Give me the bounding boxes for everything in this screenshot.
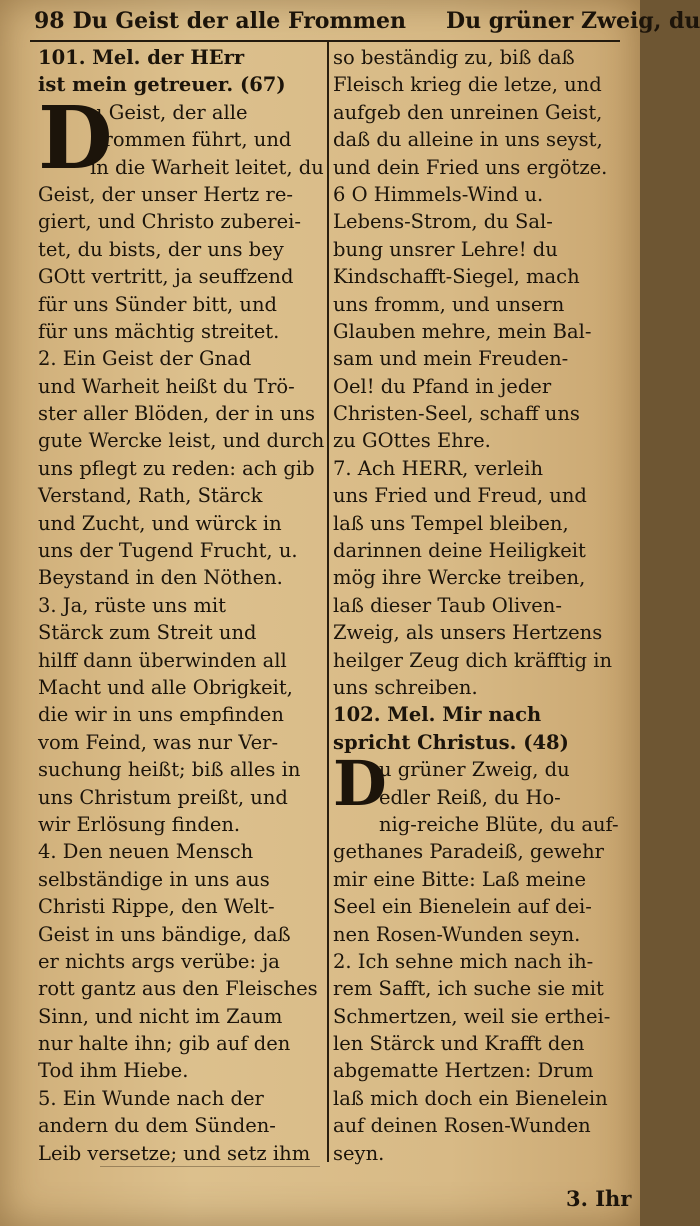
text-line: gute Wercke leist, und durch xyxy=(38,429,325,453)
text-line: rem Safft, ich suche sie mit xyxy=(333,977,604,1001)
text-line: laß uns Tempel bleiben, xyxy=(333,511,569,535)
text-line: heilger Zeug dich kräfftig in xyxy=(333,648,613,672)
running-title-right: Du grüner Zweig, du xyxy=(446,8,700,34)
text-line: er nichts args verübe: ja xyxy=(38,949,280,973)
text-line: Schmertzen, weil sie erthei- xyxy=(333,1004,611,1028)
right-column xyxy=(333,44,617,1167)
text-line: len Stärck und Krafft den xyxy=(333,1032,585,1056)
text-line: wir Erlösung finden. xyxy=(38,812,241,836)
text-line: nig-reiche Blüte, du auf- xyxy=(379,812,619,836)
text-line: laß dieser Taub Oliven- xyxy=(333,593,562,617)
hymn-101-opening xyxy=(38,87,324,189)
text-line: Sinn, und nicht im Zaum xyxy=(38,1004,283,1028)
text-line: giert, und Christo zuberei- xyxy=(38,210,301,234)
text-line: andern du dem Sünden- xyxy=(38,1114,276,1138)
text-line: uns schreiben. xyxy=(333,675,478,699)
text-line: u grüner Zweig, du xyxy=(379,758,570,782)
text-line: zu GOttes Ehre. xyxy=(333,429,491,453)
text-line: gethanes Paradeiß, gewehr xyxy=(333,840,604,864)
text-line: aufgeb den unreinen Geist, xyxy=(333,100,603,124)
text-line: abgematte Hertzen: Drum xyxy=(333,1059,594,1083)
text-line: Stärck zum Streit und xyxy=(38,621,257,645)
text-line: Macht und alle Obrigkeit, xyxy=(38,675,293,699)
catchword: 3. Ihr xyxy=(566,1186,632,1211)
text-line: daß du alleine in uns seyst, xyxy=(333,128,603,152)
text-line: ster aller Blöden, der in uns xyxy=(38,402,316,426)
hymn-101-heading-line-2: ist mein getreuer. (67) xyxy=(38,73,286,97)
text-line: Oel! du Pfand in jeder xyxy=(333,374,552,398)
text-line: für uns mächtig streitet. xyxy=(38,319,280,343)
text-line: Tod ihm Hiebe. xyxy=(38,1059,189,1083)
text-line: u Geist, der alle xyxy=(90,100,248,124)
text-line: 6 O Himmels-Wind u. xyxy=(333,182,544,206)
text-line: Geist in uns bändige, daß xyxy=(38,922,291,946)
text-line: darinnen deine Heiligkeit xyxy=(333,539,586,563)
text-line: Leib versetze; und setz ihm xyxy=(38,1141,311,1165)
text-line: Kindschafft-Siegel, mach xyxy=(333,265,580,289)
text-line: mir eine Bitte: Laß meine xyxy=(333,867,587,891)
dropcap-letter: D xyxy=(38,87,113,189)
text-line: in die Warheit leitet, du xyxy=(90,155,324,179)
text-line: selbständige in uns aus xyxy=(38,867,270,891)
text-line: uns fromm, und unsern xyxy=(333,292,565,316)
text-line: Fleisch krieg die letze, und xyxy=(333,73,602,97)
text-line: tet, du bists, der uns bey xyxy=(38,237,284,261)
dropcap-letter: D xyxy=(333,747,387,821)
text-line: und Warheit heißt du Trö- xyxy=(38,374,295,398)
text-line: die wir in uns empfinden xyxy=(38,703,284,727)
page-number: 98 xyxy=(34,8,65,34)
text-line: rott gantz aus den Fleisches xyxy=(38,977,318,1001)
text-line: Geist, der unser Hertz re- xyxy=(38,182,293,206)
text-line: 7. Ach HERR, verleih xyxy=(333,456,544,480)
text-line: und Zucht, und würck in xyxy=(38,511,282,535)
text-line: für uns Sünder bitt, und xyxy=(38,292,278,316)
text-line: vom Feind, was nur Ver- xyxy=(38,730,279,754)
left-column xyxy=(38,44,325,1167)
text-line: Glauben mehre, mein Bal- xyxy=(333,319,592,343)
text-line: Frommen führt, und xyxy=(90,128,292,152)
text-line: Seel ein Bienelein auf dei- xyxy=(333,895,592,919)
text-line: GOtt vertritt, ja seuffzend xyxy=(38,265,294,289)
text-line: nen Rosen-Wunden seyn. xyxy=(333,922,581,946)
text-line: uns pflegt zu reden: ach gib xyxy=(38,456,315,480)
text-line: Lebens-Strom, du Sal- xyxy=(333,210,553,234)
text-line: Christen-Seel, schaff uns xyxy=(333,402,580,426)
text-line: uns Fried und Freud, und xyxy=(333,484,587,508)
text-line: nur halte ihn; gib auf den xyxy=(38,1032,291,1056)
text-line: Christi Rippe, den Welt- xyxy=(38,895,275,919)
text-line: 2. Ich sehne mich nach ih- xyxy=(333,949,594,973)
hymn-102-opening xyxy=(333,747,617,821)
hymn-101-verses xyxy=(38,181,325,1167)
text-line: laß mich doch ein Bienelein xyxy=(333,1086,608,1110)
text-line: 2. Ein Geist der Gnad xyxy=(38,347,252,371)
running-head xyxy=(34,8,700,42)
text-line: sam und mein Freuden- xyxy=(333,347,569,371)
hymn-102-verses xyxy=(333,811,617,1167)
footer-rule xyxy=(100,1166,320,1167)
text-line: uns der Tugend Frucht, u. xyxy=(38,539,298,563)
text-line: auf deinen Rosen-Wunden xyxy=(333,1114,591,1138)
text-line: 5. Ein Wunde nach der xyxy=(38,1086,264,1110)
text-line: Beystand in den Nöthen. xyxy=(38,566,283,590)
hymn-101-continuation xyxy=(333,44,617,701)
text-line: bung unsrer Lehre! du xyxy=(333,237,558,261)
text-line: suchung heißt; biß alles in xyxy=(38,758,301,782)
hymn-102-heading-line-1: 102. Mel. Mir nach xyxy=(333,703,542,727)
header-rule xyxy=(30,40,620,42)
text-line: 4. Den neuen Mensch xyxy=(38,840,254,864)
hymn-101-heading-line-1: 101. Mel. der HErr xyxy=(38,46,245,69)
column-divider xyxy=(327,42,329,1162)
text-line: uns Christum preißt, und xyxy=(38,785,288,809)
text-line: so beständig zu, biß daß xyxy=(333,46,575,69)
text-line: mög ihre Wercke treiben, xyxy=(333,566,586,590)
text-line: 3. Ja, rüste uns mit xyxy=(38,593,226,617)
text-line: edler Reiß, du Ho- xyxy=(379,785,561,809)
running-title-left: Du Geist der alle Frommen xyxy=(72,8,407,34)
text-line: seyn. xyxy=(333,1141,385,1165)
text-line: und dein Fried uns ergötze. xyxy=(333,155,608,179)
hymn-102-heading-line-2: spricht Christus. (48) xyxy=(333,730,569,754)
text-line: hilff dann überwinden all xyxy=(38,648,287,672)
text-line: Zweig, als unsers Hertzens xyxy=(333,621,603,645)
text-line: Verstand, Rath, Stärck xyxy=(38,484,263,508)
